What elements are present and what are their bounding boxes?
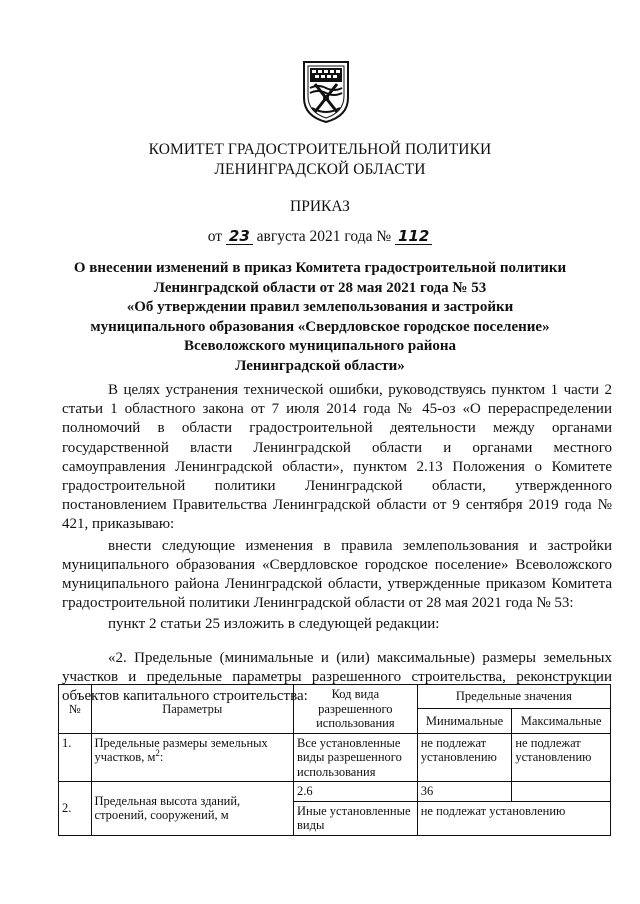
header-use-code: Код вида разрешенного использования bbox=[294, 685, 418, 734]
row-maximum: не подлежат установлению bbox=[512, 733, 611, 782]
parameter-tail: : bbox=[159, 750, 164, 764]
body-paragraph-2: внести следующие изменения в правила землепользования и застройки муниципального образования «Свердловское городское поселение» Всеволожского муниципального района Ленинградской области, утвержденные приказом Комитета градостроительной политики Ленинградской области от 28 мая 2021 года № 53: bbox=[62, 537, 612, 612]
subject-line: муниципального образования «Свердловское городское поселение» bbox=[90, 318, 550, 335]
date-line bbox=[40, 227, 600, 247]
header-number: № bbox=[59, 685, 92, 734]
order-body bbox=[62, 381, 612, 706]
row-use-code: Иные установленные виды bbox=[294, 801, 418, 835]
header-minimum: Минимальные bbox=[417, 709, 512, 733]
body-paragraph-4: «2. Предельные (минимальные и (или) максимальные) размеры земельных участков и предельные параметры разрешенного строительства, реконструкции объектов капитального строительства: bbox=[62, 649, 612, 705]
parameter-superscript: 2 bbox=[155, 747, 160, 758]
date-day: 23 bbox=[226, 228, 253, 245]
order-subject bbox=[40, 259, 600, 376]
header-maximum: Максимальные bbox=[512, 709, 611, 733]
subject-line: Всеволожского муниципального района bbox=[183, 338, 457, 354]
organization-line-2: ЛЕНИНГРАДСКОЙ ОБЛАСТИ bbox=[214, 161, 426, 178]
document-type: ПРИКАЗ bbox=[290, 198, 350, 215]
row-number: 1. bbox=[59, 733, 92, 782]
row-parameter bbox=[91, 733, 293, 782]
organization-name bbox=[40, 140, 600, 180]
row-parameter: Предельная высота зданий, строений, сооружений, м bbox=[91, 782, 293, 836]
row-number: 2. bbox=[59, 782, 92, 836]
coat-of-arms-icon bbox=[300, 58, 352, 124]
table-row bbox=[59, 782, 611, 802]
row-minimum: не подлежат установлению bbox=[417, 733, 512, 782]
subject-line: Ленинградской области» bbox=[235, 357, 405, 374]
subject-line: «Об утверждении правил землепользования и застройки bbox=[126, 299, 514, 315]
date-prefix: от bbox=[207, 228, 223, 245]
row-maximum bbox=[512, 782, 611, 802]
parameters-table bbox=[58, 684, 611, 836]
header-limit-values: Предельные значения bbox=[417, 685, 610, 709]
body-paragraph-3: пункт 2 статьи 25 изложить в следующей редакции: bbox=[108, 616, 440, 633]
table-header-row bbox=[59, 685, 611, 709]
row-value: не подлежат установлению bbox=[417, 801, 610, 835]
row-minimum: 36 bbox=[417, 782, 512, 802]
subject-line: О внесении изменений в приказ Комитета градостроительной политики bbox=[73, 260, 567, 276]
subject-line: Ленинградской области от 28 мая 2021 года № 53 bbox=[153, 279, 487, 296]
header-parameters: Параметры bbox=[91, 685, 293, 734]
row-use-code: Все установленные виды разрешенного использования bbox=[294, 733, 418, 782]
row-use-code: 2.6 bbox=[294, 782, 418, 802]
date-month-year: августа 2021 года № bbox=[256, 228, 392, 245]
organization-line-1: КОМИТЕТ ГРАДОСТРОИТЕЛЬНОЙ ПОЛИТИКИ bbox=[148, 141, 492, 158]
table-row bbox=[59, 733, 611, 782]
body-paragraph-1: В целях устранения технической ошибки, руководствуясь пунктом 1 части 2 статьи 1 областного закона от 7 июля 2014 года № 45-оз «О перераспределении полномочий в области градостроительной деятельности между органами государственной власти Ленинградской области и органами местного самоуправления Ленинградской области», пунктом 2.13 Положения о Комитете градостроительной политики Ленинградской области, утвержденного постановлением Правительства Ленинградской области от 9 сентября 2019 года № 421, приказываю: bbox=[62, 382, 612, 533]
order-number: 112 bbox=[395, 228, 432, 245]
parameter-text: Предельные размеры земельных участков, м bbox=[94, 735, 268, 764]
